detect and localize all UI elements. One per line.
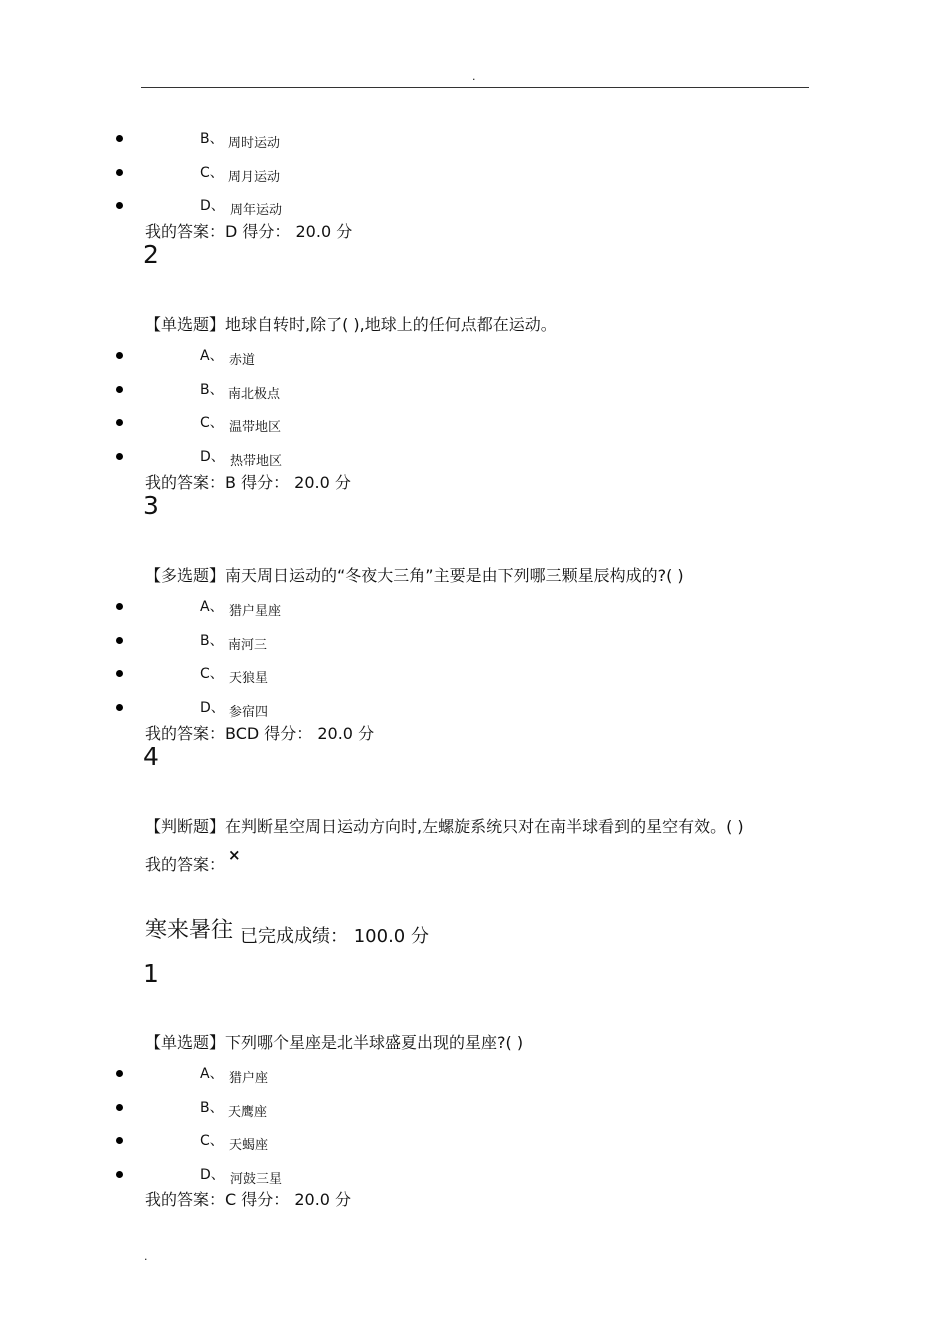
option-text: 热带地区 bbox=[230, 454, 283, 469]
question-text: 在判断星空周日运动方向时,左螺旋系统只对在南半球看到的星空有效。( ) bbox=[225, 817, 744, 836]
question-number: 2 bbox=[143, 240, 159, 269]
answer-line: 我的答案：BCD 得分： 20.0 分 bbox=[145, 724, 375, 743]
bullet-icon bbox=[116, 1070, 123, 1077]
question-type: 【判断题】 bbox=[145, 817, 226, 836]
option-letter: B、 bbox=[200, 131, 224, 147]
bullet-icon bbox=[116, 704, 123, 711]
option-text: 猎户座 bbox=[229, 1071, 269, 1086]
section-status: 已完成成绩： 100.0 分 bbox=[240, 926, 429, 947]
option-letter: C、 bbox=[200, 666, 224, 682]
option-text: 猎户星座 bbox=[229, 604, 282, 619]
bullet-icon bbox=[116, 637, 123, 644]
footer-mark: . bbox=[144, 1250, 148, 1263]
bullet-icon bbox=[116, 202, 123, 209]
bullet-icon bbox=[116, 169, 123, 176]
option-letter: C、 bbox=[200, 415, 224, 431]
answer-line: 我的答案：B 得分： 20.0 分 bbox=[145, 473, 351, 492]
bullet-icon bbox=[116, 419, 123, 426]
option-letter: A、 bbox=[200, 1066, 224, 1082]
option-letter: B、 bbox=[200, 1100, 224, 1116]
option-text: 赤道 bbox=[229, 353, 256, 368]
option-text: 天狼星 bbox=[229, 671, 269, 686]
option-letter: C、 bbox=[200, 165, 224, 181]
bullet-icon bbox=[116, 670, 123, 677]
cross-mark-icon: × bbox=[228, 846, 241, 864]
question-line bbox=[145, 1030, 523, 1053]
bullet-icon bbox=[116, 352, 123, 359]
bullet-icon bbox=[116, 453, 123, 460]
header-rule bbox=[141, 87, 809, 88]
question-text: 南天周日运动的“冬夜大三角”主要是由下列哪三颗星辰构成的?( ) bbox=[225, 566, 684, 585]
option-text: 河鼓三星 bbox=[230, 1172, 283, 1187]
answer-line: 我的答案：C 得分： 20.0 分 bbox=[145, 1190, 352, 1209]
option-letter: C、 bbox=[200, 1133, 224, 1149]
option-text: 参宿四 bbox=[229, 705, 269, 720]
option-letter: A、 bbox=[200, 348, 224, 364]
question-type: 【多选题】 bbox=[145, 566, 226, 585]
bullet-icon bbox=[116, 603, 123, 610]
question-number: 3 bbox=[143, 491, 159, 520]
question-line bbox=[145, 312, 557, 335]
question-line bbox=[145, 563, 684, 586]
header-mark: . bbox=[472, 70, 476, 83]
answer-line: 我的答案：D 得分： 20.0 分 bbox=[145, 222, 353, 241]
question-text: 地球自转时,除了( ),地球上的任何点都在运动。 bbox=[225, 315, 557, 334]
option-text: 天蝎座 bbox=[229, 1138, 269, 1153]
option-text: 周时运动 bbox=[228, 136, 281, 151]
option-letter: D、 bbox=[200, 1167, 225, 1183]
question-type: 【单选题】 bbox=[145, 1033, 226, 1052]
section-title: 寒来暑往 bbox=[145, 918, 234, 943]
question-number: 1 bbox=[143, 959, 159, 988]
bullet-icon bbox=[116, 1171, 123, 1178]
question-number: 4 bbox=[143, 742, 159, 771]
option-text: 周月运动 bbox=[228, 170, 281, 185]
option-text: 周年运动 bbox=[230, 203, 283, 218]
bullet-icon bbox=[116, 1104, 123, 1111]
option-letter: B、 bbox=[200, 382, 224, 398]
question-text: 下列哪个星座是北半球盛夏出现的星座?( ) bbox=[225, 1033, 524, 1052]
option-letter: A、 bbox=[200, 599, 224, 615]
question-type: 【单选题】 bbox=[145, 315, 226, 334]
option-letter: D、 bbox=[200, 198, 225, 214]
bullet-icon bbox=[116, 386, 123, 393]
answer-label: 我的答案： bbox=[145, 855, 226, 874]
option-text: 温带地区 bbox=[229, 420, 282, 435]
option-letter: D、 bbox=[200, 449, 225, 465]
option-text: 南北极点 bbox=[228, 387, 281, 402]
bullet-icon bbox=[116, 135, 123, 142]
option-text: 南河三 bbox=[228, 638, 268, 653]
bullet-icon bbox=[116, 1137, 123, 1144]
option-letter: B、 bbox=[200, 633, 224, 649]
question-line bbox=[145, 814, 744, 837]
option-letter: D、 bbox=[200, 700, 225, 716]
option-text: 天鹰座 bbox=[228, 1105, 268, 1120]
